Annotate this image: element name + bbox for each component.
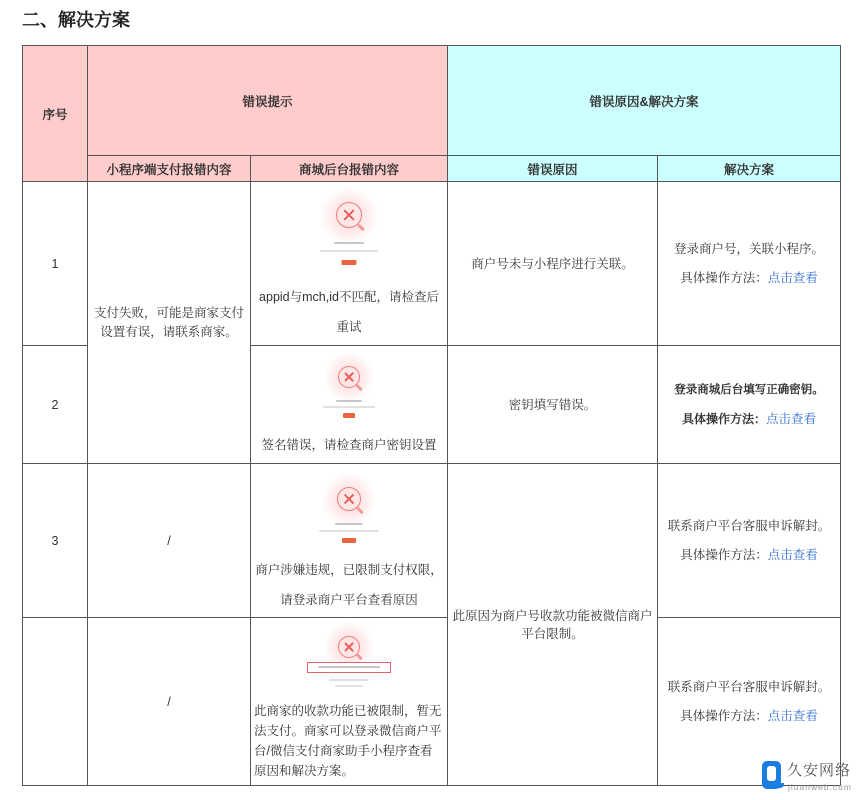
table-row <box>23 618 841 786</box>
header-cause: 错误原因 <box>448 156 658 182</box>
error-screenshot <box>306 475 392 547</box>
logo-tail-shape <box>777 783 784 788</box>
method-line <box>658 264 840 293</box>
screenshot-text-line <box>335 523 363 525</box>
solution-cell <box>658 182 841 346</box>
screenshot-text-line <box>319 530 379 532</box>
screenshot-button <box>342 260 357 265</box>
solution-text: 登录商户号，关联小程序。 <box>674 241 825 256</box>
method-label: 具体操作方法： <box>680 708 768 723</box>
row-index <box>23 618 88 786</box>
method-line <box>658 702 840 731</box>
screenshot-button <box>342 538 356 543</box>
table-header-row <box>23 46 841 156</box>
header-error-prompt: 错误提示 <box>88 46 448 156</box>
backend-message: 商户涉嫌违规，已限制支付权限，请登录商户平台查看原因 <box>255 562 443 607</box>
logo-inner-shape <box>767 766 776 781</box>
view-details-link[interactable]: 点击查看 <box>767 547 818 562</box>
error-screenshot <box>306 628 392 696</box>
view-details-link[interactable]: 点击查看 <box>767 270 818 285</box>
method-label: 具体操作方法： <box>680 547 768 562</box>
header-cause-solution: 错误原因&解决方案 <box>448 46 841 156</box>
row-index: 2 <box>23 346 88 464</box>
screenshot-text-line <box>335 685 363 687</box>
miniprogram-message: / <box>88 618 251 786</box>
section-title: 二、解决方案 <box>22 10 130 30</box>
method-label: 具体操作方法： <box>680 270 768 285</box>
screenshot-text-line <box>320 250 378 252</box>
backend-message: 签名错误，请检查商户密钥设置 <box>261 438 437 452</box>
view-details-link[interactable]: 点击查看 <box>766 411 817 426</box>
miniprogram-message: / <box>88 464 251 618</box>
backend-message-cell <box>251 618 448 786</box>
backend-message-cell <box>251 346 448 464</box>
backend-message-cell <box>251 464 448 618</box>
header-index: 序号 <box>23 46 88 182</box>
screenshot-text-line <box>329 679 369 681</box>
table-row <box>23 464 841 618</box>
solution-text: 联系商户平台客服申诉解封。 <box>667 518 831 533</box>
table-row <box>23 182 841 346</box>
solution-table <box>22 45 841 786</box>
error-cause: 此原因为商户号收款功能被微信商户平台限制。 <box>448 464 658 786</box>
solution-text: 联系商户平台客服申诉解封。 <box>667 679 831 694</box>
error-cause: 商户号未与小程序进行关联。 <box>448 182 658 346</box>
watermark <box>760 759 855 795</box>
miniprogram-message: 支付失败，可能是商家支付设置有误，请联系商家。 <box>88 182 251 464</box>
error-x-mark <box>337 203 361 227</box>
screenshot-text-line <box>336 400 362 402</box>
view-details-link[interactable]: 点击查看 <box>767 708 818 723</box>
screenshot-text-line <box>334 242 364 244</box>
table-subheader-row <box>23 156 841 182</box>
screenshot-text-line <box>318 666 380 668</box>
row-index: 3 <box>23 464 88 618</box>
solution-cell <box>658 346 841 464</box>
header-miniprogram-content: 小程序端支付报错内容 <box>88 156 251 182</box>
backend-message: appid与mch,id不匹配，请检查后重试 <box>259 289 439 334</box>
method-label: 具体操作方法： <box>682 411 767 426</box>
backend-message: 此商家的收款功能已被限制，暂无法支付。商家可以登录微信商户平台/微信支付商家助手小程序查看原因和解决方案。 <box>254 704 442 778</box>
solution-text: 登录商城后台填写正确密钥。 <box>674 383 824 396</box>
method-line <box>658 405 840 434</box>
watermark-domain: jiuanweb.com <box>788 782 852 792</box>
method-line <box>658 541 840 570</box>
error-screenshot <box>306 193 392 268</box>
backend-message-cell <box>251 182 448 346</box>
error-screenshot <box>306 356 392 420</box>
header-backend-content: 商城后台报错内容 <box>251 156 448 182</box>
solution-cell <box>658 464 841 618</box>
row-index: 1 <box>23 182 88 346</box>
screenshot-text-line <box>323 406 375 408</box>
watermark-name: 久安网络 <box>787 762 852 779</box>
error-cause: 密钥填写错误。 <box>448 346 658 464</box>
jiuan-logo-icon <box>762 761 781 789</box>
screenshot-button <box>343 413 355 418</box>
header-solution: 解决方案 <box>658 156 841 182</box>
